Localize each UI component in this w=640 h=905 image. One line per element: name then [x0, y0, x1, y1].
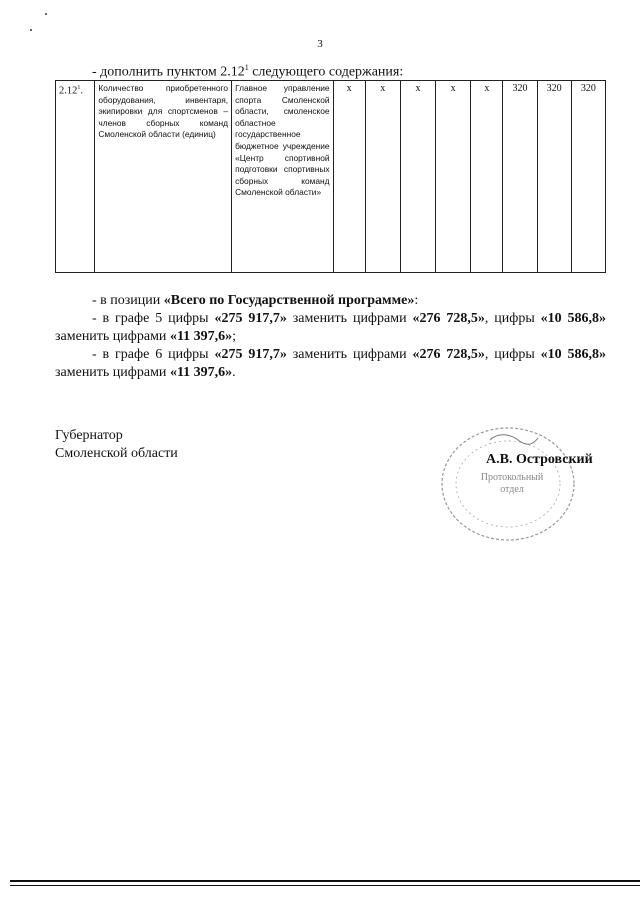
- signatory-title-line: Смоленской области: [55, 446, 178, 461]
- para-text: - в графе 5 цифры: [92, 311, 215, 326]
- para-bold: «Всего по Государственной программе»: [163, 293, 415, 308]
- signature-stroke: [490, 435, 538, 445]
- para-text: заменить цифрами: [286, 311, 413, 326]
- intro-superscript: 1: [244, 63, 249, 72]
- empty-mark-cell: х: [333, 81, 365, 273]
- para-bold: «11 397,6»: [169, 329, 233, 344]
- para-text: , цифры: [484, 311, 541, 326]
- paragraph-column-5: [55, 310, 606, 346]
- amendment-intro: [92, 63, 403, 81]
- para-bold: «275 917,7»: [214, 347, 287, 362]
- intro-text-end: следующего содержания:: [248, 64, 404, 80]
- empty-mark-cell: х: [471, 81, 503, 273]
- para-bold: «276 728,5»: [412, 347, 485, 362]
- scan-speck: [45, 13, 47, 15]
- seal-stamp: [428, 418, 588, 548]
- row-number: 2.12: [59, 85, 78, 97]
- empty-mark-cell: х: [436, 81, 471, 273]
- para-text: , цифры: [484, 347, 541, 362]
- executor-cell: Главное управление спорта Смоленской области, смоленское областное государственное бюджетное учреждение «Центр спортивной подготовки спортивных сборных команд Смоленской области»: [232, 81, 334, 273]
- row-number-cell: [56, 81, 95, 273]
- para-bold: «275 917,7»: [214, 311, 287, 326]
- signatory-title: [55, 427, 178, 463]
- scan-speck: [30, 29, 32, 31]
- table-row: [56, 81, 606, 273]
- para-bold: «276 728,5»: [412, 311, 485, 326]
- intro-text: - дополнить пунктом 2.12: [92, 64, 245, 80]
- para-text: ;: [232, 329, 237, 344]
- para-text: - в позиции: [92, 293, 164, 308]
- row-number-suffix: .: [80, 85, 83, 97]
- paragraph-column-6: [55, 346, 606, 382]
- row-number-superscript: 1: [77, 85, 81, 91]
- indicator-cell: Количество приобретенного оборудования, инвентаря, экипировки для спортсменов – членов сборных команд Смоленской области (единиц): [95, 81, 232, 273]
- para-bold: «10 586,8»: [540, 347, 607, 362]
- signatory-title-line: Губернатор: [55, 428, 123, 443]
- para-bold: «11 397,6»: [169, 365, 233, 380]
- para-text: заменить цифрами: [55, 329, 170, 344]
- stamp-line-2: отдел: [500, 484, 524, 495]
- signatory-name: А.В. Островский: [486, 452, 593, 467]
- para-text: заменить цифрами: [286, 347, 413, 362]
- footer-rule: [10, 880, 640, 882]
- para-text: :: [414, 293, 419, 308]
- para-text: .: [232, 365, 236, 380]
- empty-mark-cell: х: [400, 81, 435, 273]
- page-number: 3: [317, 38, 323, 50]
- value-cell: 320: [503, 81, 537, 273]
- footer-rule: [10, 885, 640, 886]
- value-cell: 320: [571, 81, 605, 273]
- amendment-table: [55, 80, 606, 273]
- empty-mark-cell: х: [365, 81, 400, 273]
- stamp-line-1: Протокольный: [480, 472, 544, 483]
- para-text: заменить цифрами: [55, 365, 170, 380]
- value-cell: 320: [537, 81, 571, 273]
- para-text: - в графе 6 цифры: [92, 347, 215, 362]
- para-bold: «10 586,8»: [540, 311, 607, 326]
- paragraph-position: [55, 292, 606, 310]
